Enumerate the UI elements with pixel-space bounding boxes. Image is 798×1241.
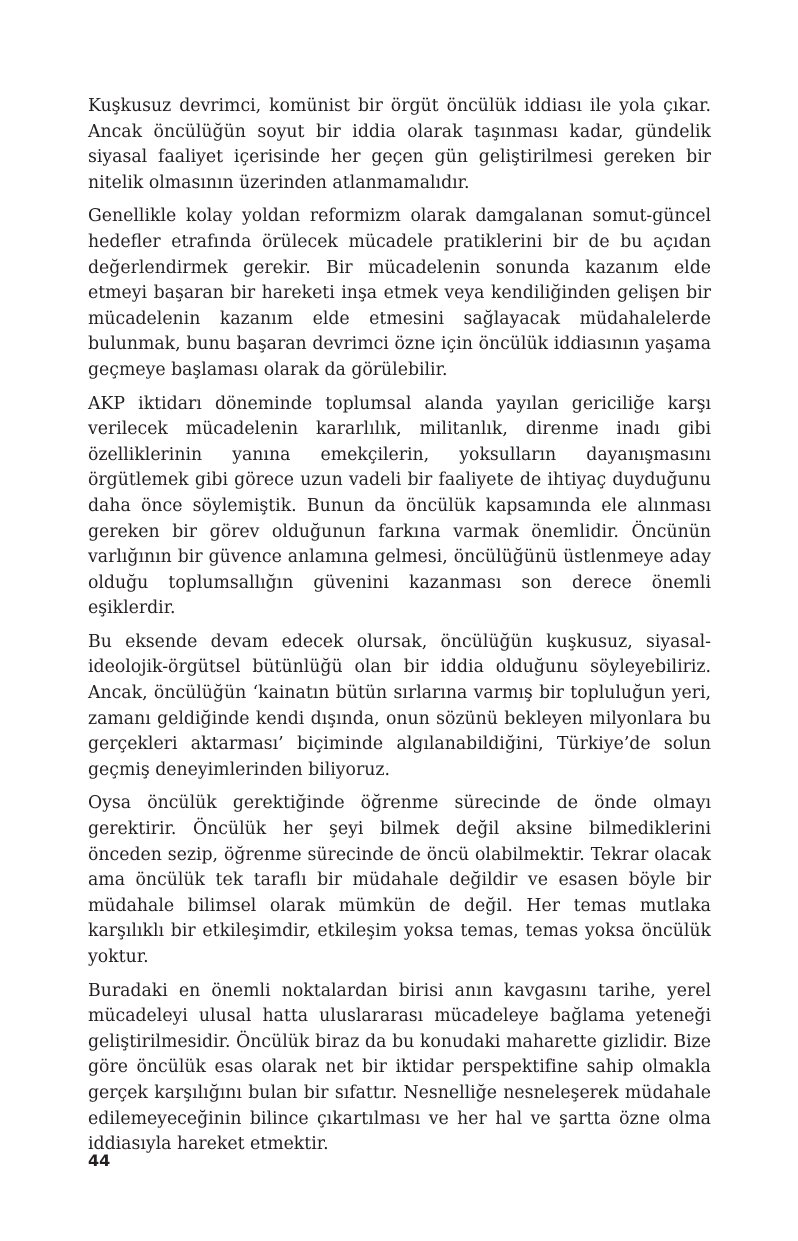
paragraph: Genellikle kolay yoldan reformizm olarak damgalanan somut-güncel hedefler etrafında örülecek mücadele pratiklerini bir de bu açıdan değerlendirmek gerekir. Bir mücadelenin sonunda kazanım elde etmeyi başaran bir hareketi inşa etmek veya kendiliğinden gelişen bir mücadelenin kazanım elde etmesini sağlayacak müdahalelerde bulunmak, bunu başaran devrimci özne için öncülük iddiasının yaşama geçmeye başlaması olarak da görülebilir. xyxy=(88,206,711,380)
paragraph: Bu eksende devam edecek olursak, öncülüğün kuşkusuz, siyasal-ideolojik-örgütsel bütünlüğü olan bir iddia olduğunu söyleyebiliriz. Ancak, öncülüğün ‘kainatın bütün sırlarına varmış bir topluluğun yeri, zamanı geldiğinde kendi dışında, onun sözünü bekleyen milyonlara bu gerçekleri aktarması’ biçiminde algılanabildiğini, Türkiye’de solun geçmiş deneyimlerinden biliyoruz. xyxy=(88,631,711,780)
body-text xyxy=(88,94,711,1166)
paragraph: AKP iktidarı döneminde toplumsal alanda yayılan gericiliğe karşı verilecek mücadelenin kararlılık, militanlık, direnme inadı gibi özelliklerinin yanına emekçilerin, yoksulların dayanışmasını örgütlemek gibi görece uzun vadeli bir faaliyete de ihtiyaç duyduğunu daha önce söylemiştik. Bunun da öncülük kapsamında ele alınması gereken bir görev olduğunun farkına varmak önemlidir. Öncünün varlığının bir güvence anlamına gelmesi, öncülüğünü üstlenmeye aday olduğu toplumsallığın güvenini kazanması son derece önemli eşiklerdir. xyxy=(88,393,711,619)
paragraph: Oysa öncülük gerektiğinde öğrenme sürecinde de önde olmayı gerektirir. Öncülük her şeyi bilmek değil aksine bilmediklerini önceden sezip, öğrenme sürecinde de öncü olabilmektir. Tekrar olacak ama öncülük tek taraflı bir müdahale değildir ve esasen böyle bir müdahale bilimsel olarak mümkün de değil. Her temas mutlaka karşılıklı bir etkileşimdir, etkileşim yoksa temas, temas yoksa öncülük yoktur. xyxy=(88,793,711,967)
paragraph: Kuşkusuz devrimci, komünist bir örgüt öncülük iddiası ile yola çıkar. Ancak öncülüğün soyut bir iddia olarak taşınması kadar, gündelik siyasal faaliyet içerisinde her geçen gün geliştirilmesi gereken bir nitelik olmasının üzerinden atlanmamalıdır. xyxy=(88,96,711,193)
page-number: 44 xyxy=(88,1151,111,1170)
paragraph: Buradaki en önemli noktalardan birisi anın kavgasını tarihe, yerel mücadeleyi ulusal hatta uluslararası mücadeleye bağlama yeteneği geliştirilmesidir. Öncülük biraz da bu konudaki maharette gizlidir. Bize göre öncülük esas olarak net bir iktidar perspektifine sahip olmakla gerçek karşılığını bulan bir sıfattır. Nesnelliğe nesneleşerek müdahale edilemeyeceğinin bilince çıkartılması ve her hal ve şartta özne olma iddiasıyla hareket etmektir. xyxy=(88,980,711,1155)
